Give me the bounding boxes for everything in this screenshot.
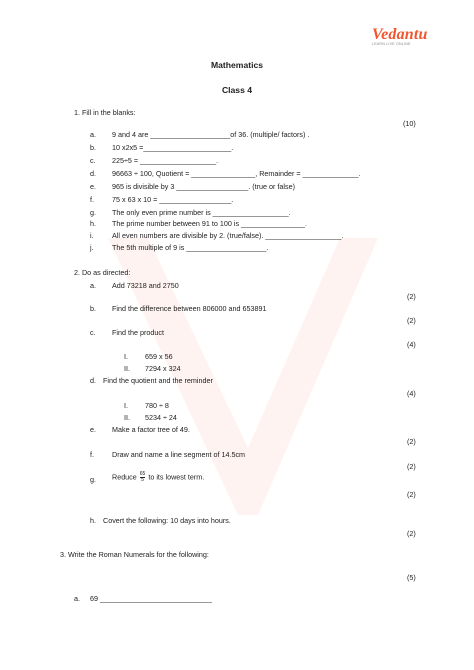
logo-wordmark: Vedantu [372,26,428,43]
q2-d-sub2-label: II. [124,413,130,422]
q2-c-sub1-label: I. [124,352,128,361]
q2-h-marks: (2) [407,529,416,538]
q1-item-j-text: The 5th multiple of 9 is ____________________. [112,243,269,252]
q2-b-marks: (2) [407,316,416,325]
q1-title: 1. Fill in the blanks: [74,108,136,117]
q3-marks: (5) [407,573,416,582]
q3-a-label: a. [74,594,80,603]
q2-c-text: Find the product [112,328,164,337]
q1-item-d-text: 96663 ÷ 100, Quotient = ________________, Remainder = ______________. [112,169,361,178]
q1-item-i-label: i. [90,231,94,240]
q2-g-suffix: to its lowest term. [148,472,205,482]
q2-f-text: Draw and name a line segment of 14.5cm [112,450,246,459]
q1-item-h-text: The prime number between 91 to 100 is ________________. [112,219,308,228]
q2-d-marks: (4) [407,389,416,398]
q2-b-text: Find the difference between 806000 and 653891 [112,304,267,313]
q2-e-text: Make a factor tree of 49. [112,425,190,434]
subject-title: Mathematics [210,60,264,70]
q2-g-label: g. [90,475,96,484]
fraction [140,472,146,483]
q2-a-marks: (2) [407,292,416,301]
q1-item-c-label: c. [90,156,96,165]
q1-marks: (10) [403,119,416,128]
q1-item-g-text: The only even prime number is ___________________. [112,208,291,217]
q1-item-d-label: d. [90,169,96,178]
q2-a-label: a. [90,281,96,290]
q2-a-text: Add 73218 and 2750 [112,281,179,290]
fraction-denominator: 5 [141,477,144,483]
q1-item-c-text: 225÷5 = ___________________. [112,156,219,165]
q1-item-h-label: h. [90,219,96,228]
q2-f-marks: (2) [407,462,416,471]
q1-item-i-text: All even numbers are divisible by 2. (true/false). ___________________. [112,231,344,240]
q1-item-b-text: 10 x2x5 =______________________. [112,143,234,152]
q2-d-text: Find the quotient and the reminder [103,376,213,385]
q1-item-g-label: g. [90,208,96,217]
q2-d-label: d. [90,376,96,385]
q2-e-label: e. [90,425,96,434]
q1-item-a-label: a. [90,130,96,139]
q2-g-prefix: Reduce [112,472,137,482]
q1-item-f-text: 75 x 63 x 10 = __________________. [112,195,234,204]
q2-h-text: Covert the following: 10 days into hours. [103,516,231,525]
q2-e-marks: (2) [407,437,416,446]
q2-c-sub1-text: 659 x 56 [145,352,173,361]
q1-item-j-label: j. [90,243,94,252]
logo-tagline: LEARN LIVE ONLINE [372,42,411,46]
q1-item-e-text: 965 is divisible by 3 __________________. (true or false) [112,182,296,191]
q2-f-label: f. [90,450,94,459]
q2-g-marks: (2) [407,490,416,499]
q1-item-b-label: b. [90,143,96,152]
q2-d-sub2-text: 5234 ÷ 24 [145,413,177,422]
q2-title: 2. Do as directed: [74,268,131,277]
q2-g-text [112,472,204,483]
fraction-numerator: 65 [139,471,146,477]
q3-title: 3. Write the Roman Numerals for the following: [60,550,209,559]
q3-a-text: 69 ____________________________ [90,594,212,603]
vedantu-logo [372,26,444,52]
q1-item-f-label: f. [90,195,94,204]
q2-c-sub2-label: II. [124,364,130,373]
q2-c-label: c. [90,328,96,337]
q1-item-a-text: 9 and 4 are ____________________of 36. (multiple/ factors) . [112,130,310,139]
q2-h-label: h. [90,516,96,525]
q2-c-sub2-text: 7294 x 324 [145,364,181,373]
q1-item-e-label: e. [90,182,96,191]
q2-d-sub1-label: I. [124,401,128,410]
q2-c-marks: (4) [407,340,416,349]
q2-b-label: b. [90,304,96,313]
q2-d-sub1-text: 780 ÷ 8 [145,401,169,410]
class-title: Class 4 [221,85,253,95]
